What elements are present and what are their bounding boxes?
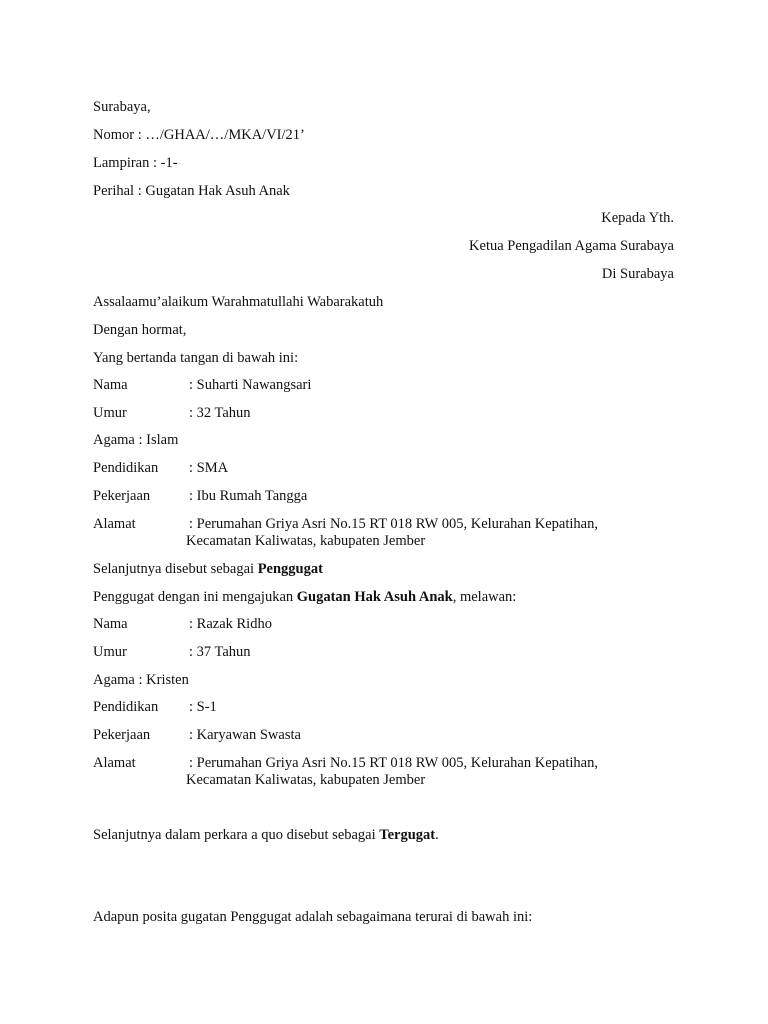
claim-prefix: Penggugat dengan ini mengajukan [93, 589, 297, 605]
greeting: Dengan hormat, [93, 322, 187, 338]
salam: Assalaamu’alaikum Warahmatullahi Wabarakatuh [93, 294, 384, 310]
plaintiff-occupation-value: : Ibu Rumah Tangga [189, 488, 308, 504]
plaintiff-reference-text: Selanjutnya disebut sebagai [93, 561, 258, 577]
claim-suffix: , melawan: [452, 589, 517, 605]
plaintiff-address-value-1: : Perumahan Griya Asri No.15 RT 018 RW 005, Kelurahan Kepatihan, [189, 516, 598, 532]
letter-number: Nomor : …/GHAA/…/MKA/VI/21’ [93, 127, 305, 143]
defendant-reference [93, 827, 439, 844]
plaintiff-name-label: Nama [93, 377, 128, 393]
posita-intro: Adapun posita gugatan Penggugat adalah sebagaimana terurai di bawah ini: [93, 909, 533, 925]
defendant-reference-suffix: . [435, 827, 439, 843]
plaintiff-term: Penggugat [257, 561, 323, 577]
defendant-occupation-value: : Karyawan Swasta [189, 727, 301, 743]
defendant-age-value: : 37 Tahun [189, 644, 251, 660]
plaintiff-religion: Agama : Islam [93, 432, 179, 448]
intro-text: Yang bertanda tangan di bawah ini: [93, 350, 299, 366]
plaintiff-education-label: Pendidikan [93, 460, 159, 476]
plaintiff-age-value: : 32 Tahun [189, 405, 251, 421]
defendant-address-value-2: Kecamatan Kaliwatas, kabupaten Jember [186, 772, 426, 788]
defendant-education-value: : S-1 [189, 699, 217, 715]
defendant-age-label: Umur [93, 644, 127, 660]
plaintiff-education-value: : SMA [189, 460, 229, 476]
letter-place: Surabaya, [93, 99, 151, 115]
defendant-reference-text: Selanjutnya dalam perkara a quo disebut sebagai [93, 827, 380, 843]
recipient-line-2: Ketua Pengadilan Agama Surabaya [469, 238, 674, 254]
defendant-name-label: Nama [93, 616, 128, 632]
plaintiff-address-label: Alamat [93, 516, 136, 532]
defendant-occupation-label: Pekerjaan [93, 727, 151, 743]
letter-attachment: Lampiran : -1- [93, 155, 178, 171]
plaintiff-address-value-2: Kecamatan Kaliwatas, kabupaten Jember [186, 533, 426, 549]
defendant-term: Tergugat [379, 827, 436, 843]
defendant-education-label: Pendidikan [93, 699, 159, 715]
defendant-address-value-1: : Perumahan Griya Asri No.15 RT 018 RW 005, Kelurahan Kepatihan, [189, 755, 598, 771]
defendant-address-label: Alamat [93, 755, 136, 771]
defendant-religion: Agama : Kristen [93, 672, 189, 688]
plaintiff-occupation-label: Pekerjaan [93, 488, 151, 504]
claim-statement [93, 589, 516, 606]
plaintiff-reference [93, 561, 323, 578]
plaintiff-name-value: : Suharti Nawangsari [189, 377, 312, 393]
claim-title: Gugatan Hak Asuh Anak [296, 589, 453, 605]
recipient-line-1: Kepada Yth. [601, 210, 674, 226]
defendant-name-value: : Razak Ridho [189, 616, 272, 632]
recipient-line-3: Di Surabaya [601, 266, 674, 282]
letter-subject: Perihal : Gugatan Hak Asuh Anak [93, 183, 290, 199]
plaintiff-age-label: Umur [93, 405, 127, 421]
